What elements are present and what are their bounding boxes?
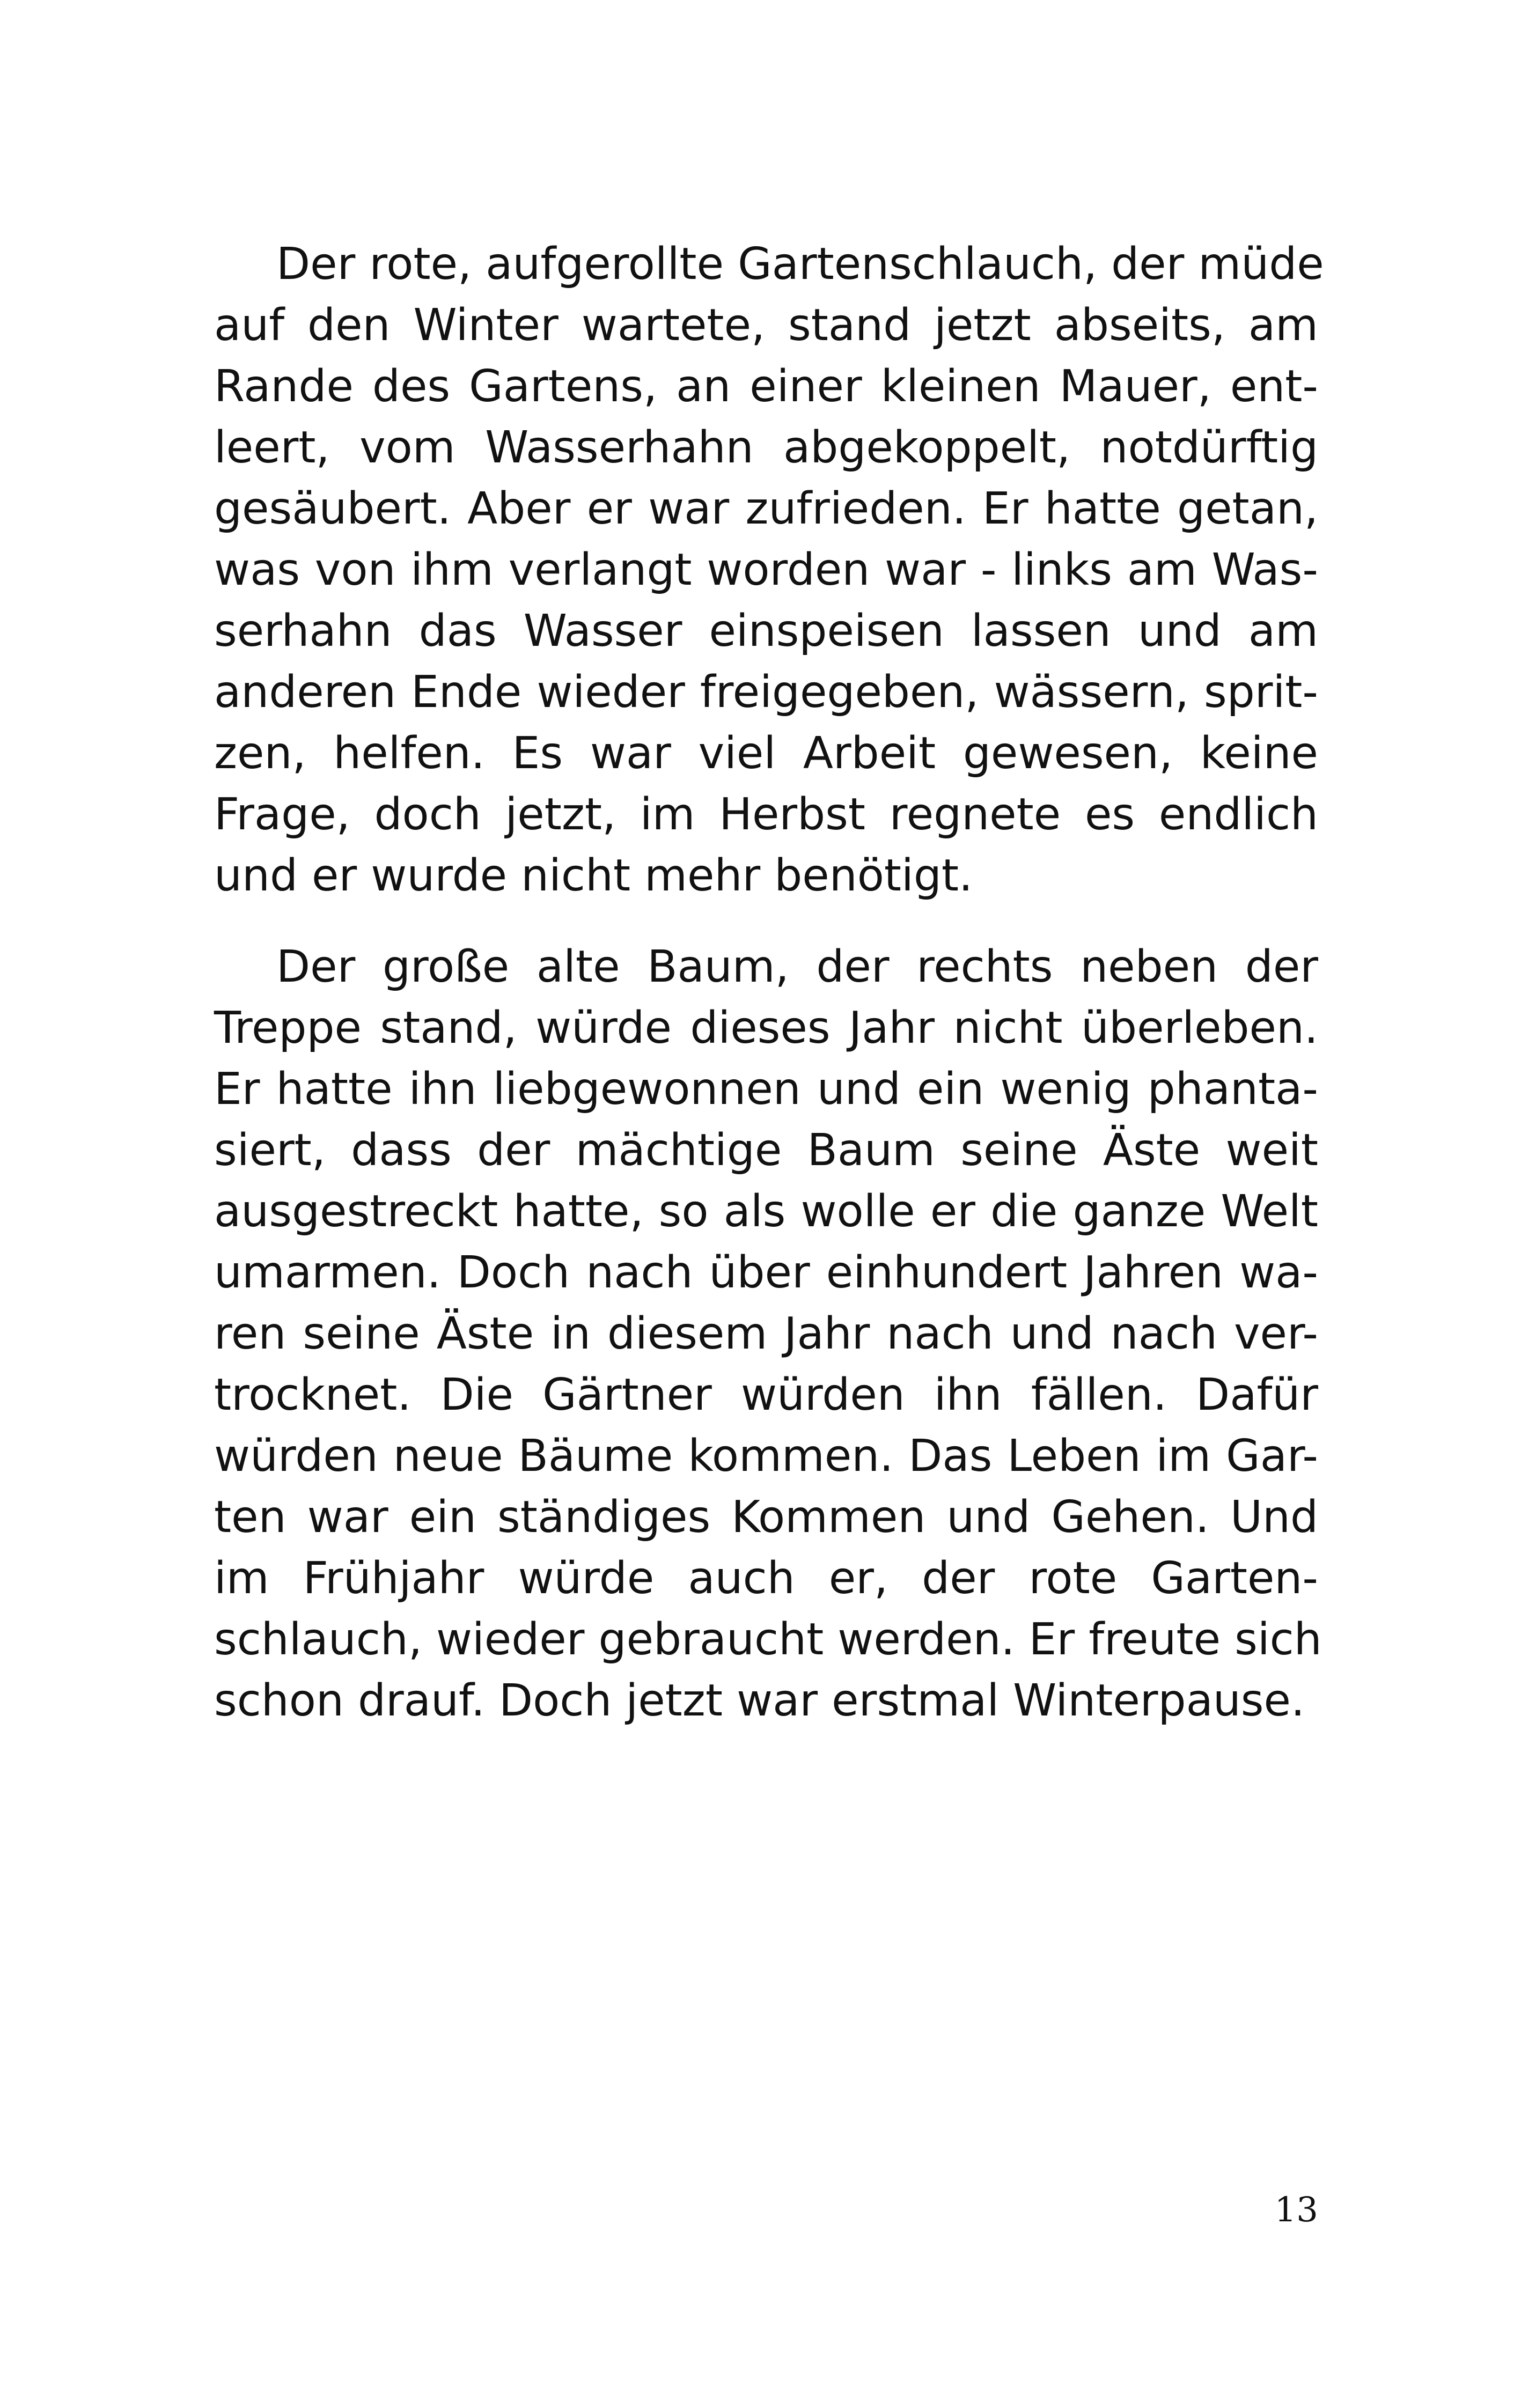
text-line: ausgestreckt hatte, so als wolle er die ganze Welt bbox=[214, 1186, 1318, 1237]
text-line: zen, helfen. Es war viel Arbeit gewesen, keine bbox=[214, 728, 1318, 779]
text-line: würden neue Bäume kommen. Das Leben im Gar- bbox=[214, 1431, 1318, 1482]
text-line: Der große alte Baum, der rechts neben der bbox=[276, 941, 1318, 992]
text-line: serhahn das Wasser einspeisen lassen und am bbox=[214, 606, 1318, 657]
text-line: im Frühjahr würde auch er, der rote Garten- bbox=[214, 1553, 1318, 1604]
paragraph-gap bbox=[214, 907, 1318, 937]
text-line: Rande des Gartens, an einer kleinen Mauer, ent- bbox=[214, 361, 1318, 412]
text-line: umarmen. Doch nach über einhundert Jahren wa- bbox=[214, 1247, 1318, 1298]
text-line: ten war ein ständiges Kommen und Gehen. Und bbox=[214, 1492, 1318, 1543]
text-line: Frage, doch jetzt, im Herbst regnete es endlich bbox=[214, 789, 1318, 840]
text-line: Der rote, aufgerollte Gartenschlauch, der müde bbox=[276, 239, 1324, 290]
text-line: siert, dass der mächtige Baum seine Äste weit bbox=[214, 1125, 1318, 1176]
text-line: leert, vom Wasserhahn abgekoppelt, notdürftig bbox=[214, 422, 1318, 473]
page-number: 13 bbox=[1274, 2190, 1318, 2230]
text-line: Er hatte ihn liebgewonnen und ein wenig phanta- bbox=[214, 1064, 1318, 1115]
paragraph-1 bbox=[214, 234, 1324, 907]
text-line: was von ihm verlangt worden war - links am Was- bbox=[214, 544, 1318, 595]
text-line: ren seine Äste in diesem Jahr nach und nach ver- bbox=[214, 1308, 1318, 1359]
text-line: anderen Ende wieder freigegeben, wässern, sprit- bbox=[214, 667, 1318, 718]
text-line: schon drauf. Doch jetzt war erstmal Winterpause. bbox=[214, 1675, 1305, 1726]
text-line: trocknet. Die Gärtner würden ihn fällen. Dafür bbox=[214, 1369, 1318, 1420]
paragraph-2 bbox=[214, 937, 1322, 1732]
text-line: Treppe stand, würde dieses Jahr nicht überleben. bbox=[214, 1003, 1318, 1054]
body-text bbox=[214, 234, 1324, 1732]
text-line: und er wurde nicht mehr benötigt. bbox=[214, 850, 973, 901]
text-line: schlauch, wieder gebraucht werden. Er freute sich bbox=[214, 1614, 1322, 1665]
text-line: gesäubert. Aber er war zufrieden. Er hatte getan, bbox=[214, 483, 1318, 534]
text-line: auf den Winter wartete, stand jetzt abseits, am bbox=[214, 300, 1318, 351]
